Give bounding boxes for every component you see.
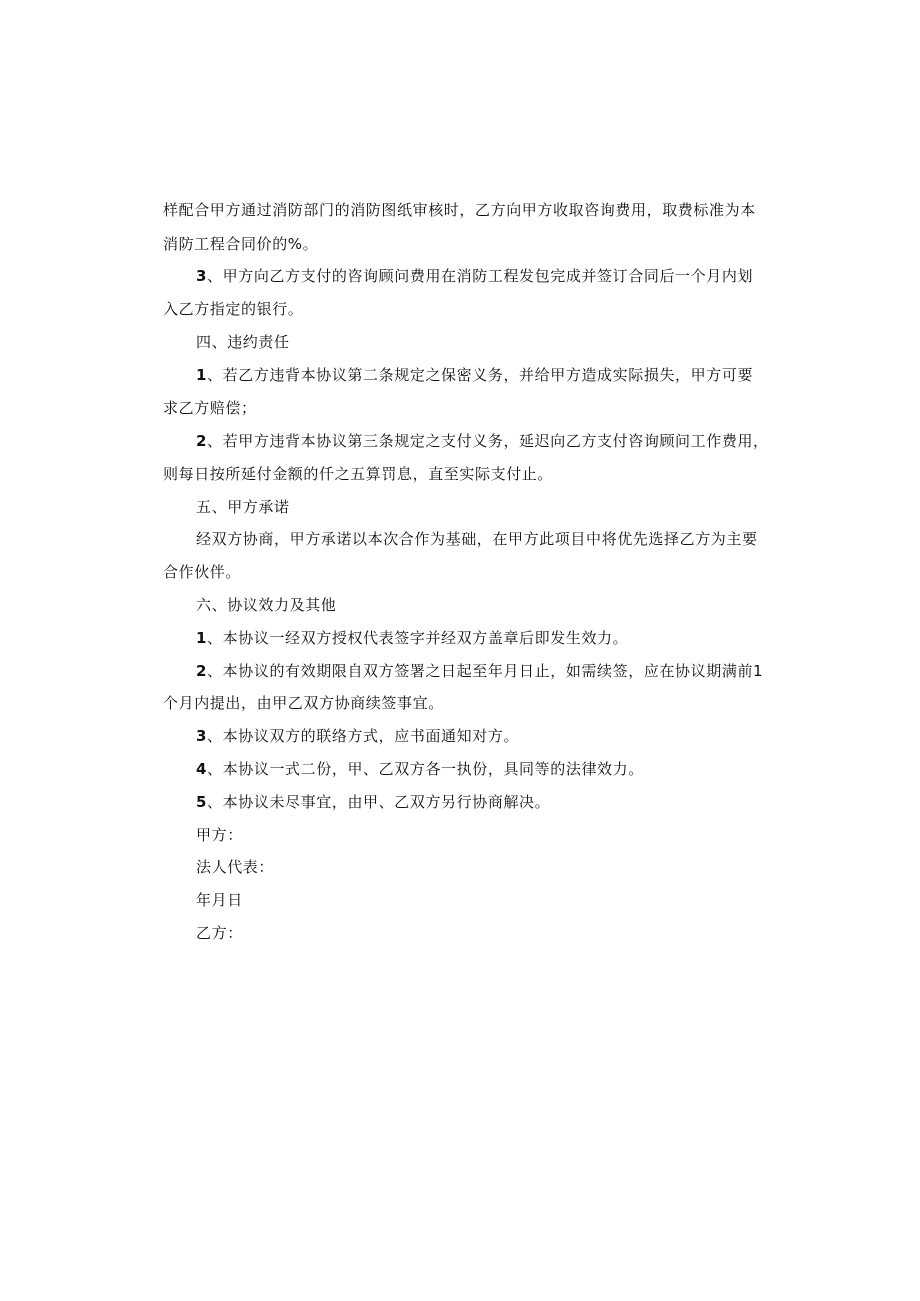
signature-legal-rep: 法人代表： <box>196 858 275 876</box>
section-heading: 五、甲方承诺 <box>196 498 290 516</box>
text-line: 消防工程合同价的%。 <box>163 235 319 253</box>
clause-number: 2 <box>196 662 208 680</box>
clause-number: 3 <box>196 267 208 285</box>
text-line: 个月内提出，由甲乙双方协商续签事宜。 <box>163 694 444 712</box>
clause-line: 1、若乙方违背本协议第二条规定之保密义务，并给甲方造成实际损失，甲方可要 <box>196 366 754 384</box>
clause-line: 5、本协议未尽事宜，由甲、乙双方另行协商解决。 <box>196 793 551 811</box>
text-line: 样配合甲方通过消防部门的消防图纸审核时，乙方向甲方收取咨询费用，取费标准为本 <box>163 201 756 219</box>
text-line: 则每日按所延付金额的仟之五算罚息，直至实际支付止。 <box>163 465 554 483</box>
clause-line: 3、甲方向乙方支付的咨询顾问费用在消防工程发包完成并签订合同后一个月内划 <box>196 267 754 285</box>
clause-number: 1 <box>196 629 208 647</box>
clause-line: 2、本协议的有效期限自双方签署之日起至年月日止，如需续签，应在协议期满前1 <box>196 662 764 680</box>
clause-line: 3、本协议双方的联络方式，应书面通知对方。 <box>196 727 520 745</box>
text-line: 合作伙伴。 <box>163 563 242 581</box>
clause-number: 2 <box>196 432 208 450</box>
clause-line: 4、本协议一式二份，甲、乙双方各一执份，具同等的法律效力。 <box>196 760 644 778</box>
signature-date: 年月日 <box>196 891 243 909</box>
section-heading: 四、违约责任 <box>196 333 290 351</box>
clause-number: 3 <box>196 727 208 745</box>
text-line: 求乙方赔偿； <box>163 399 257 417</box>
clause-line: 1、本协议一经双方授权代表签字并经双方盖章后即发生效力。 <box>196 629 629 647</box>
section-heading: 六、协议效力及其他 <box>196 596 337 614</box>
clause-line: 2、若甲方违背本协议第三条规定之支付义务，延迟向乙方支付咨询顾问工作费用， <box>196 432 769 450</box>
clause-number: 4 <box>196 760 208 778</box>
signature-party-a: 甲方： <box>196 826 243 844</box>
clause-number: 1 <box>196 366 208 384</box>
clause-number: 5 <box>196 793 208 811</box>
signature-party-b: 乙方： <box>196 924 243 942</box>
text-line: 入乙方指定的银行。 <box>163 300 304 318</box>
text-line: 经双方协商，甲方承诺以本次合作为基础，在甲方此项目中将优先选择乙方为主要 <box>196 530 758 548</box>
